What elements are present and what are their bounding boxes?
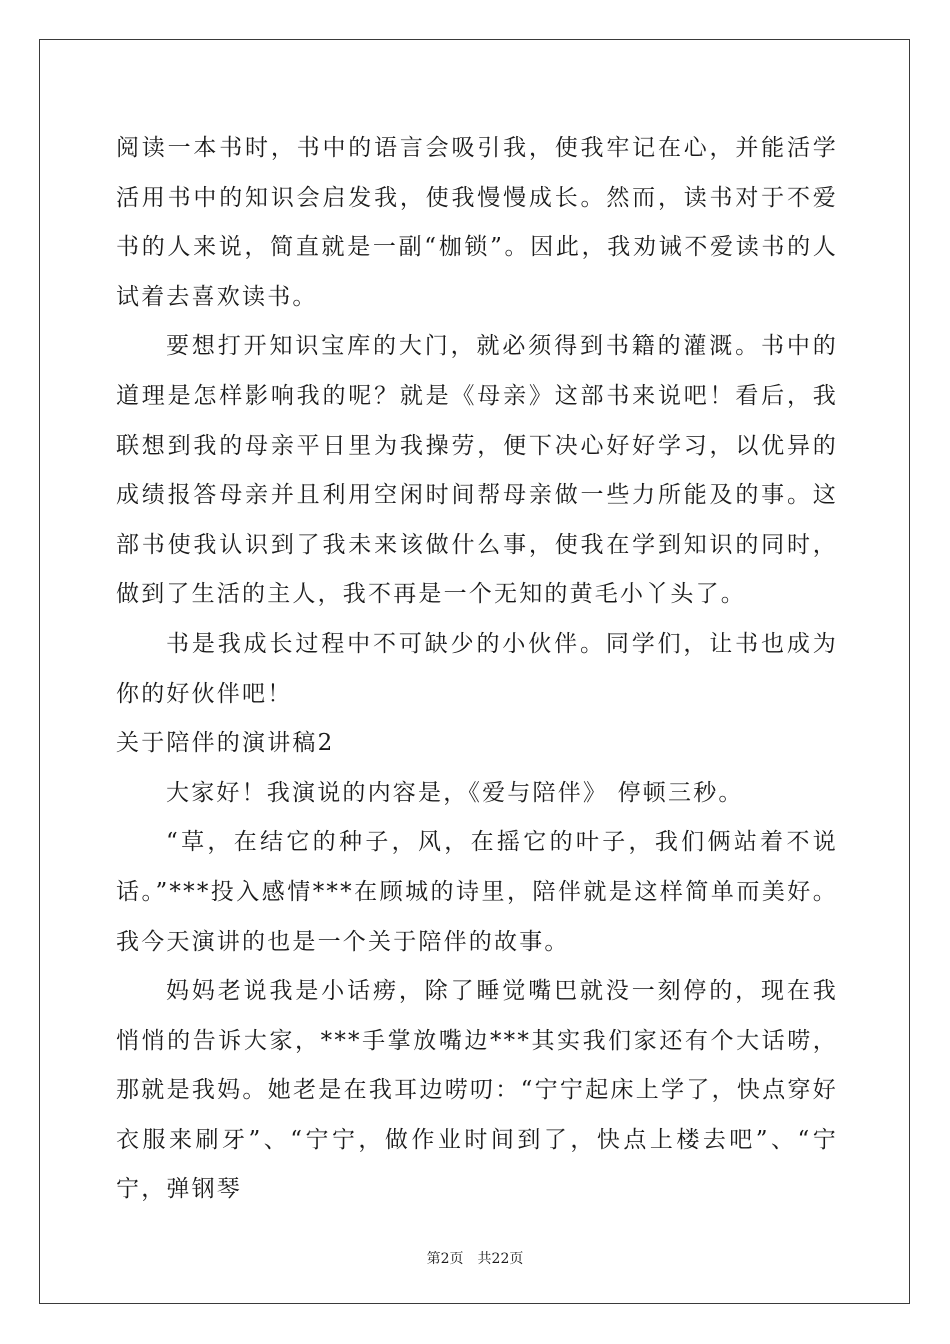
paragraph-greeting: 大家好！我演说的内容是，《爱与陪伴》 停顿三秒。 xyxy=(166,779,744,806)
document-body xyxy=(116,124,838,1215)
paragraph-book-companion: 书是我成长过程中不可缺少的小伙伴。同学们，让书也成为你的好伙伴吧！ xyxy=(116,630,838,707)
page-number-footer: 第2页 共22页 xyxy=(426,1251,524,1267)
section-heading: 关于陪伴的演讲稿2 xyxy=(116,730,335,757)
paragraph-poem-quote: “草，在结它的种子，风，在摇它的叶子，我们俩站着不说话。”***投入感情***在顾城的诗里，陪伴就是这样简单而美好。我今天演讲的也是一个关于陪伴的故事。 xyxy=(116,829,838,955)
paragraph-reading-intro: 阅读一本书时，书中的语言会吸引我，使我牢记在心，并能活学活用书中的知识会启发我，使我慢慢成长。然而，读书对于不爱书的人来说，简直就是一副“枷锁”。因此，我劝诫不爱读书的人试着去喜欢读书。 xyxy=(116,135,838,310)
paragraph-chatterbox: 妈妈老说我是小话痨，除了睡觉嘴巴就没一刻停的，现在我悄悄的告诉大家，***手掌放嘴边***其实我们家还有个大话唠，那就是我妈。她老是在我耳边唠叨：“宁宁起床上学了，快点穿好衣服来刷牙”、“宁宁，做作业时间到了，快点上楼去吧”、“宁宁，弹钢琴 xyxy=(116,978,838,1203)
paragraph-mother-book: 要想打开知识宝库的大门，就必须得到书籍的灌溉。书中的道理是怎样影响我的呢？就是《母亲》这部书来说吧！看后，我联想到我的母亲平日里为我操劳，便下决心好好学习，以优异的成绩报答母亲并且利用空闲时间帮母亲做一些力所能及的事。这部书使我认识到了我未来该做什么事，使我在学到知识的同时，做到了生活的主人，我不再是一个无知的黄毛小丫头了。 xyxy=(116,333,838,608)
